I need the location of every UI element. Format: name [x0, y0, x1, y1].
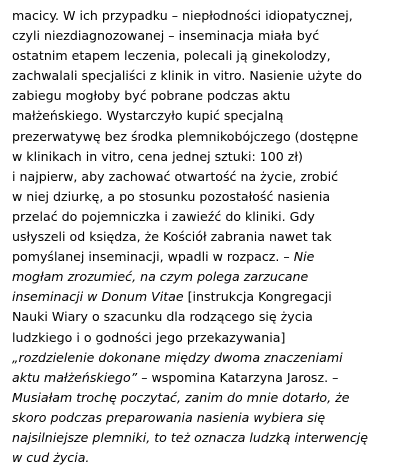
text-segment: – wspomina Katarzyna Jarosz. –	[141, 369, 339, 385]
text-segment: małżeńskiego. Wystarczyło kupić specjalną	[12, 108, 284, 124]
text-segment: w klinikach in vitro, cena jednej sztuki: 100 zł)	[12, 148, 303, 164]
italic-quote-segment: w cud życia.	[12, 450, 90, 466]
text-line	[12, 388, 391, 408]
text-line	[12, 187, 391, 207]
text-line	[12, 207, 391, 227]
text-segment: macicy. W ich przypadku – niepłodności idiopatycznej,	[12, 8, 353, 23]
text-segment: ostatnim etapem leczenia, polecali ją ginekolodzy,	[12, 48, 331, 64]
text-segment: przelać do pojemniczka i zawieźć do kliniki. Gdy	[12, 208, 315, 224]
text-line	[12, 46, 391, 66]
text-segment: [instrukcja Kongregacji	[183, 289, 332, 305]
text-line	[12, 448, 391, 468]
italic-quote-segment: „rozdzielenie dokonane między dwoma znaczeniami	[12, 349, 343, 365]
text-line	[12, 348, 391, 368]
italic-quote-segment: skoro podczas preparowania nasienia wybiera się	[12, 409, 326, 425]
text-line	[12, 167, 391, 187]
italic-quote-segment: najsilniejsze plemniki, to też oznacza ludzką interwencję	[12, 429, 369, 445]
text-line	[12, 127, 391, 147]
italic-quote-segment: Nie	[293, 249, 315, 265]
text-line	[12, 247, 391, 267]
text-segment: w niej dziurkę, a po stosunku pozostałość nasienia	[12, 188, 331, 204]
text-line	[12, 428, 391, 448]
text-line	[12, 368, 391, 388]
text-line	[12, 328, 391, 348]
text-line	[12, 86, 391, 106]
text-line	[12, 307, 391, 327]
italic-quote-segment: inseminacji w Donum Vitae	[12, 289, 184, 305]
text-segment: prezerwatywę bez środka plemnikobójczego (dostępne	[12, 128, 359, 144]
text-line	[12, 408, 391, 428]
text-line	[12, 26, 391, 46]
italic-quote-segment: aktu małżeńskiego”	[12, 369, 142, 385]
text-segment: Nauki Wiary o szacunku dla rodzącego się życia	[12, 309, 313, 325]
text-segment: zachwalali specjaliści z klinik in vitro. Nasienie użyte do	[12, 68, 362, 84]
text-segment: czyli niezdiagnozowanej – inseminacja miała być	[12, 28, 320, 44]
text-segment: i najpierw, aby zachować otwartość na życie, zrobić	[12, 168, 339, 184]
text-segment: ludzkiego i o godności jego przekazywania]	[12, 329, 286, 345]
italic-quote-segment: Musiałam trochę poczytać, zanim do mnie dotarło, że	[12, 389, 350, 405]
italic-quote-segment: mogłam zrozumieć, na czym polega zarzucane	[12, 269, 309, 285]
text-line	[12, 267, 391, 287]
text-line	[12, 147, 391, 167]
text-segment: zabiegu mogłoby być pobrane podczas aktu	[12, 88, 291, 104]
text-line	[12, 227, 391, 247]
text-line	[12, 287, 391, 307]
text-line	[12, 106, 391, 126]
text-line	[12, 6, 391, 26]
text-segment: usłyszeli od księdza, że Kościół zabrania nawet tak	[12, 229, 332, 245]
text-segment: pomyślanej inseminacji, wpadli w rozpacz. –	[12, 249, 294, 265]
text-line	[12, 66, 391, 86]
